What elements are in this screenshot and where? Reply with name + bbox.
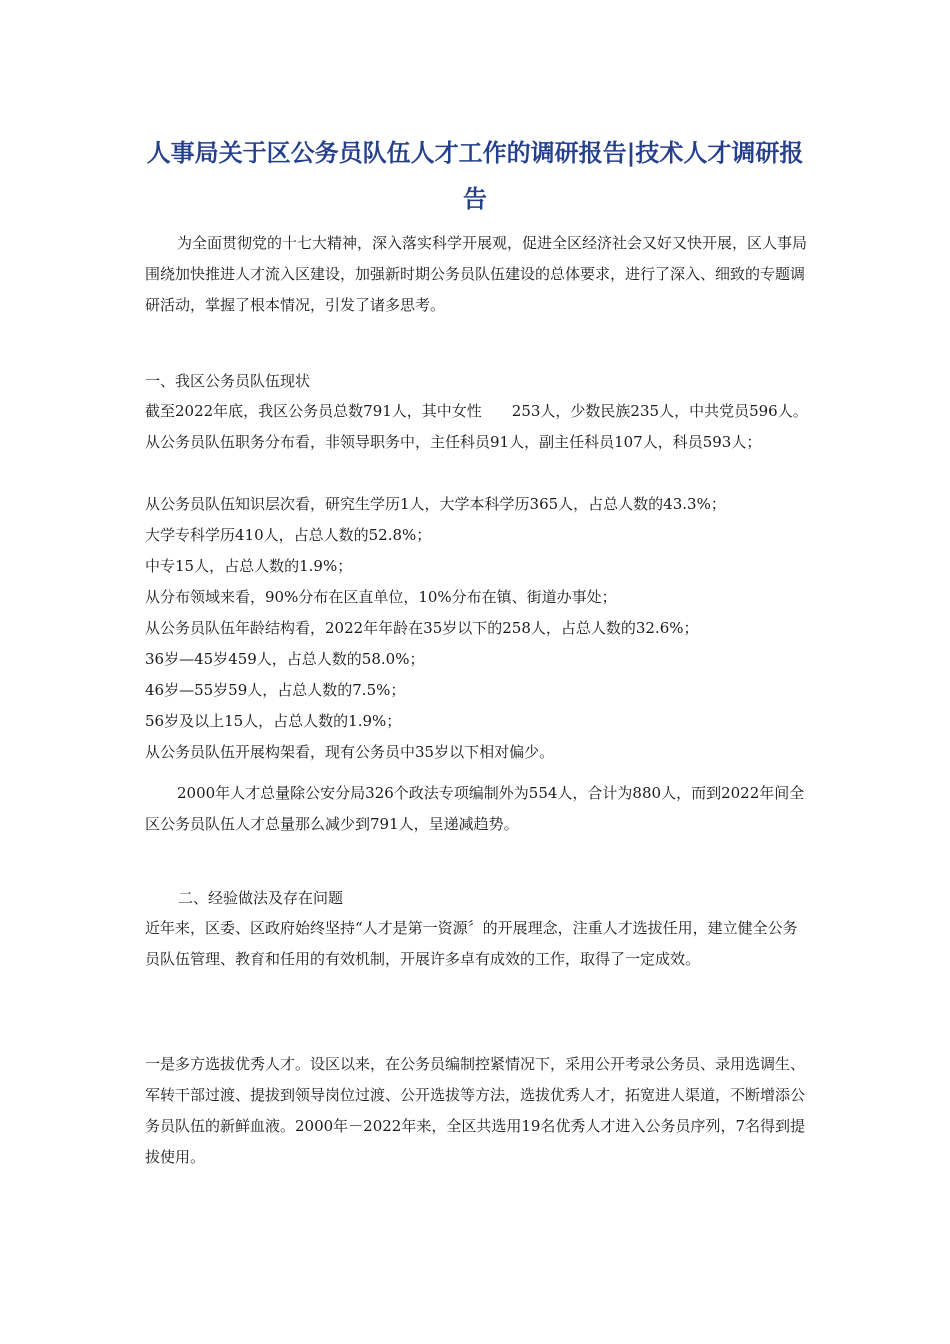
section1-line: 从分布领域来看，90%分布在区直单位，10%分布在镇、街道办事处； bbox=[145, 588, 617, 606]
section1-line: 46岁—55岁59人，占总人数的7.5%； bbox=[145, 681, 406, 699]
section1-line: 从公务员队伍知识层次看，研究生学历1人，大学本科学历365人，占总人数的43.3%； bbox=[145, 495, 726, 513]
section1-heading: 一、我区公务员队伍现状 bbox=[145, 372, 311, 390]
section2-heading: 二、经验做法及存在问题 bbox=[178, 889, 344, 907]
section1-line: 36岁—45岁459人，占总人数的58.0%； bbox=[145, 650, 425, 668]
intro-paragraph: 为全面贯彻党的十七大精神，深入落实科学开展观，促进全区经济社会又好又快开展，区人事局围绕加快推进人才流入区建设，加强新时期公务员队伍建设的总体要求，进行了深入、细致的专题调研活动，掌握了根本情况，引发了诸多思考。 bbox=[145, 234, 808, 314]
section1-line: 从公务员队伍开展构架看，现有公务员中35岁以下相对偏少。 bbox=[145, 743, 555, 761]
section2-paragraph-2: 一是多方选拔优秀人才。设区以来，在公务员编制控紧情况下，采用公开考录公务员、录用选调生、军转干部过渡、提拔到领导岗位过渡、公开选拔等方法，选拔优秀人才，拓宽进人渠道，不断增添公务员队伍的新鲜血液。2000年－2022年来，全区共选用19名优秀人才进入公务员序列，7名得到提拔使用。 bbox=[145, 1055, 806, 1166]
document-title: 人事局关于区公务员队伍人才工作的调研报告|技术人才调研报告 bbox=[146, 139, 804, 213]
section2-paragraph: 近年来，区委、区政府始终坚持“人才是第一资源〞的开展理念，注重人才选拔任用，建立健全公务员队伍管理、教育和任用的有效机制，开展许多卓有成效的工作，取得了一定成效。 bbox=[145, 919, 798, 968]
section1-line: 从公务员队伍年龄结构看，2022年年龄在35岁以下的258人，占总人数的32.6%； bbox=[145, 619, 699, 637]
section1-line: 大学专科学历410人，占总人数的52.8%； bbox=[145, 526, 432, 544]
section1-closing-paragraph: 2000年人才总量除公安分局326个政法专项编制外为554人，合计为880人，而到2022年间全区公务员队伍人才总量那么减少到791人，呈递减趋势。 bbox=[145, 784, 805, 833]
section1-line: 56岁及以上15人，占总人数的1.9%； bbox=[145, 712, 402, 730]
section1-paragraph: 截至2022年底，我区公务员总数791人，其中女性 253人，少数民族235人，中共党员596人。从公务员队伍职务分布看，非领导职务中，主任科员91人，副主任科员107人，科员593人； bbox=[145, 402, 808, 451]
section1-line: 中专15人，占总人数的1.9%； bbox=[145, 557, 353, 575]
